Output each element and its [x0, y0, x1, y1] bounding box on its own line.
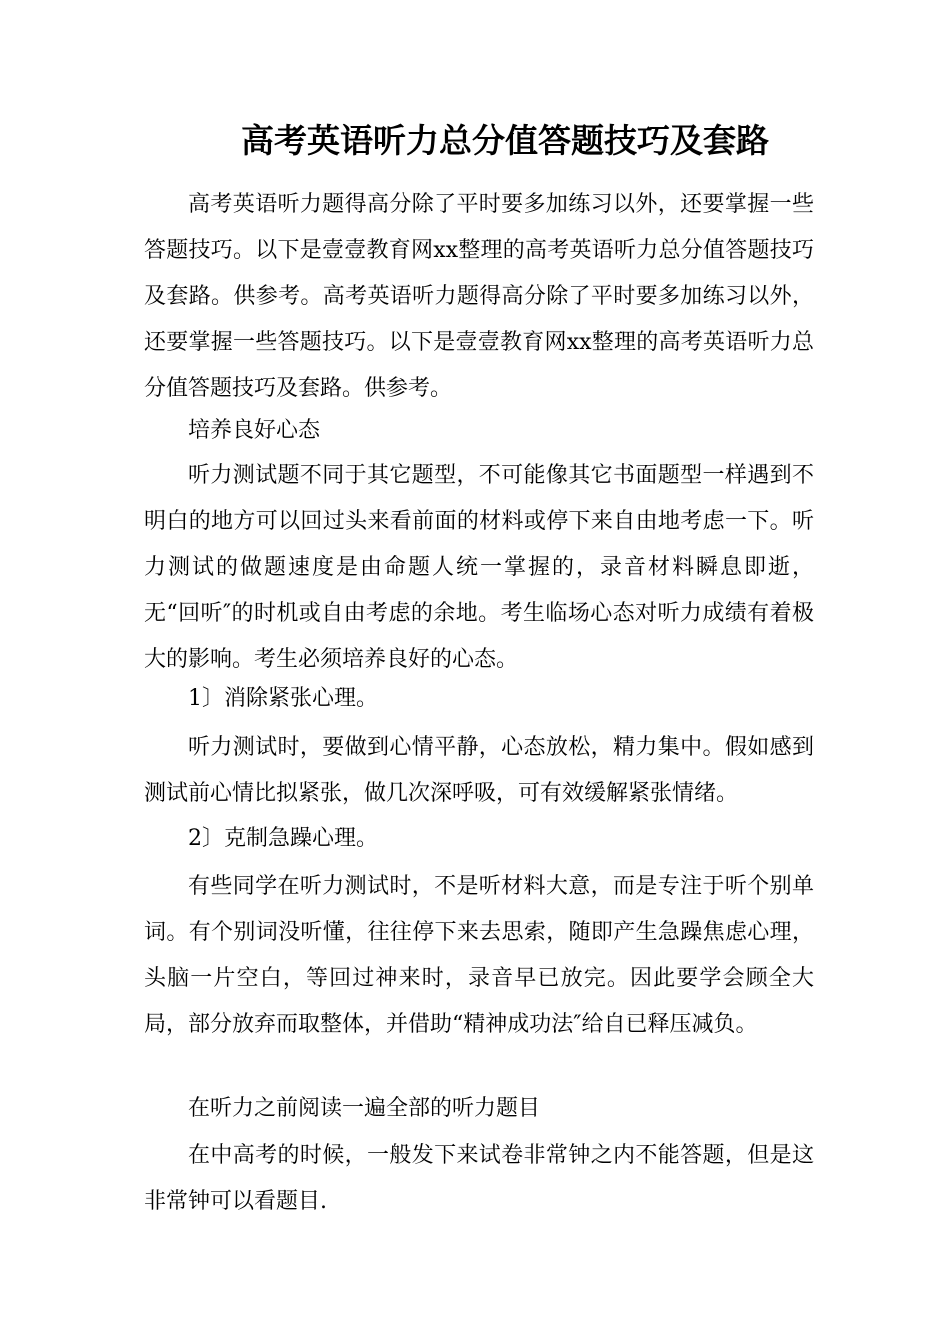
section-heading-mindset: 培养良好心态: [188, 418, 321, 443]
section-heading-preview: 在听力之前阅读一遍全部的听力题目: [188, 1096, 541, 1121]
paragraph-calm: 听力测试时，要做到心情平静，心态放松，精力集中。假如感到测试前心情比拟紧张，做几次深呼吸，可有效缓解紧张情绪。: [144, 735, 814, 806]
paragraph-block-6: [144, 816, 814, 862]
paragraph-block-7: [144, 864, 814, 1048]
paragraph-impatience: 有些同学在听力测试时，不是听材料大意，而是专注于听个别单词。有个别词没听懂，往往停下来去思索，随即产生急躁焦虑心理，头脑一片空白，等回过神来时，录音早已放完。因此要学会顾全大局，部分放弃而取整体，并借助“精神成功法″给自已释压减负。: [144, 874, 814, 1037]
list-item-1: 1〕消除紧张心理。: [188, 686, 378, 711]
paragraph-block-4: [144, 676, 814, 722]
document-title: 高考英语听力总分值答题技巧及套路: [241, 121, 769, 160]
paragraph-intro: 高考英语听力题得高分除了平时要多加练习以外，还要掌握一些答题技巧。以下是壹壹教育网xx整理的高考英语听力总分值答题技巧及套路。供参考。高考英语听力题得高分除了平时要多加练习以外，还要掌握一些答题技巧。以下是壹壹教育网xx整理的高考英语听力总分值答题技巧及套路。供参考。: [144, 192, 814, 401]
paragraph-block-8: [144, 1086, 814, 1132]
paragraph-block-9: [144, 1133, 814, 1225]
paragraph-block-3: [144, 453, 814, 683]
paragraph-block-1: [144, 182, 814, 412]
paragraph-block-2: [144, 408, 814, 454]
paragraph-block-5: [144, 725, 814, 817]
paragraph-mindset: 听力测试题不同于其它题型，不可能像其它书面题型一样遇到不明白的地方可以回过头来看前面的材料或停下来自由地考虑一下。听力测试的做题速度是由命题人统一掌握的，录音材料瞬息即逝，无“回听″的时机或自由考虑的余地。考生临场心态对听力成绩有着极大的影响。考生必须培养良好的心态。: [144, 463, 814, 672]
list-item-2: 2〕克制急躁心理。: [188, 826, 378, 851]
paragraph-preview: 在中高考的时候，一般发下来试卷非常钟之内不能答题，但是这非常钟可以看题目.: [144, 1143, 814, 1214]
